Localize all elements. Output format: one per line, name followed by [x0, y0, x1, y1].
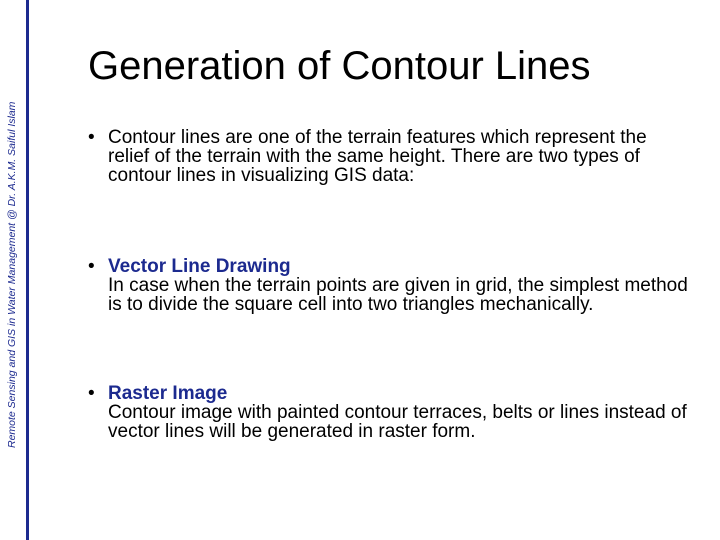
bullet-item-raster	[88, 384, 688, 441]
bullet-heading: Raster Image	[108, 383, 228, 404]
bullet-body	[108, 257, 688, 314]
slide-title: Generation of Contour Lines	[88, 44, 591, 88]
bullet-body	[108, 384, 688, 441]
bullet-item-intro	[88, 128, 688, 185]
bullet-text: Contour image with painted contour terraces, belts or lines instead of vector lines will be generated in raster form.	[108, 402, 687, 442]
bullet-dot-icon: •	[88, 127, 95, 148]
bullet-text: In case when the terrain points are given in grid, the simplest method is to divide the square cell into two triangles mechanically.	[108, 275, 688, 315]
sidebar-rule	[26, 0, 29, 540]
bullet-text: Contour lines are one of the terrain features which represent the relief of the terrain with the same height. There are two types of contour lines in visualizing GIS data:	[108, 127, 647, 186]
bullet-item-vector	[88, 257, 688, 314]
bullet-body	[108, 128, 688, 185]
sidebar-credit-text: Remote Sensing and GIS in Water Management @ Dr. A.K.M. Saiful Islam	[6, 101, 18, 448]
bullet-dot-icon: •	[88, 256, 95, 277]
bullet-dot-icon: •	[88, 383, 95, 404]
bullet-heading: Vector Line Drawing	[108, 256, 291, 277]
